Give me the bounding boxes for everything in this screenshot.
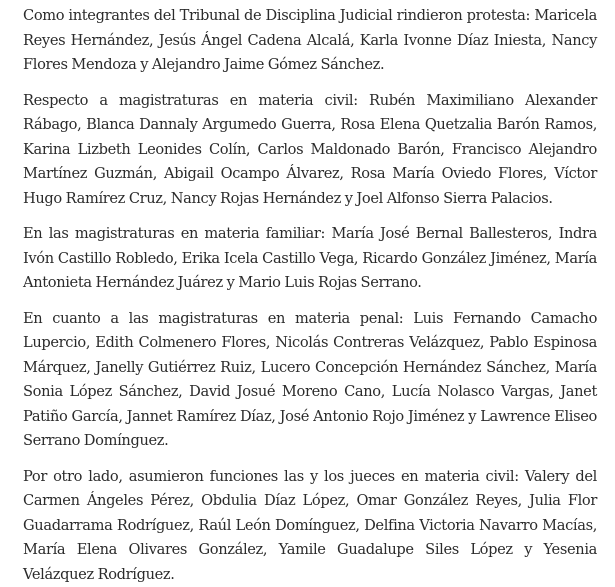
paragraph-jueces-civil: Por otro lado, asumieron funciones las y los jueces en materia civil: Valery del Carmen Ángeles Pérez, Obdulia Díaz López, Omar González Reyes, Julia Flor Guadarrama Rodríguez, Raúl León Domínguez, Delfina Victoria Navarro Macías, María Elena Olivares González, Yamile Guadalupe Siles López y Yesenia Velázquez Rodríguez.	[23, 465, 597, 587]
paragraph-magistraturas-penal: En cuanto a las magistraturas en materia penal: Luis Fernando Camacho Lupercio, Edith Colmenero Flores, Nicolás Contreras Velázquez, Pablo Espinosa Márquez, Janelly Gutiérrez Ruiz, Lucero Concepción Hernández Sánchez, María Sonia López Sánchez, David Josué Moreno Cano, Lucía Nolasco Vargas, Janet Patiño García, Jannet Ramírez Díaz, José Antonio Rojo Jiménez y Lawrence Eliseo Serrano Domínguez.	[23, 307, 597, 454]
paragraph-magistraturas-familiar: En las magistraturas en materia familiar: María José Bernal Ballesteros, Indra Ivón Castillo Robledo, Erika Icela Castillo Vega, Ricardo González Jiménez, María Antonieta Hernández Juárez y Mario Luis Rojas Serrano.	[23, 222, 597, 296]
paragraph-tribunal-disciplina: Como integrantes del Tribunal de Disciplina Judicial rindieron protesta: Maricela Reyes Hernández, Jesús Ángel Cadena Alcalá, Karla Ivonne Díaz Iniesta, Nancy Flores Mendoza y Alejandro Jaime Gómez Sánchez.	[23, 4, 597, 78]
paragraph-magistraturas-civil: Respecto a magistraturas en materia civil: Rubén Maximiliano Alexander Rábago, Blanca Dannaly Argumedo Guerra, Rosa Elena Quetzalia Barón Ramos, Karina Lizbeth Leonides Colín, Carlos Maldonado Barón, Francisco Alejandro Martínez Guzmán, Abigail Ocampo Álvarez, Rosa María Oviedo Flores, Víctor Hugo Ramírez Cruz, Nancy Rojas Hernández y Joel Alfonso Sierra Palacios.	[23, 89, 597, 212]
